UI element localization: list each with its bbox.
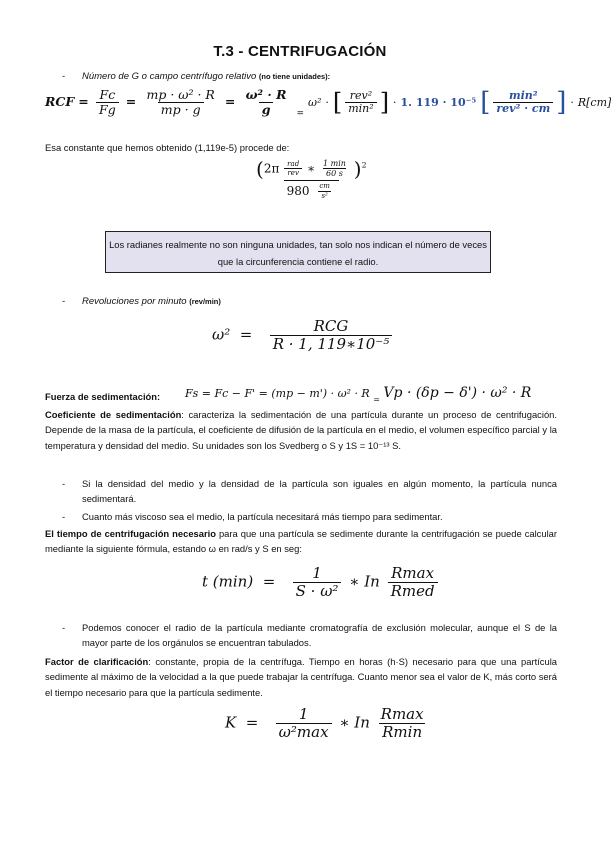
- w2-lhs: ω²: [212, 325, 231, 344]
- radians-note-box: Los radianes realmente no son ninguna unidades, tan solo nos indican el número de veces que la circunferencia contiene el radio.: [105, 231, 491, 273]
- rcf-g: g: [259, 102, 274, 117]
- bullet-density-text: Si la densidad del medio y la densidad de la partícula son iguales en algún momento, la partícula nunca sedimentará.: [82, 478, 557, 505]
- k-lhs: K: [225, 713, 237, 732]
- coef-text: : caracteriza la sedimentación de una partícula durante un proceso de centrifugación. Depende de la masa de la partícula, el coeficiente de difusión de la partícula en el medio, el volumen específico parcial y la temperatura y densidad del medio. Su unidades son los Svedberg o S y 1S = 10⁻¹³ S.: [45, 409, 557, 451]
- rcf-w2r: ω² · R: [245, 87, 287, 102]
- rcf-equation: RCF = $\frac{Fc}{Fg}$ = $\frac{\text{mp · ω² · R}}{mp \cdot g}$ = $\frac{\text{ω² · R}}{g}$ $_=$ ω² · [ $\frac{\text{rev²}}{\text{min²}}$ ] · 1. 119 · 10⁻⁵ [ $\frac{\text{min²}}{\text{rev² · cm}}$ ] · R[cm]: [45, 87, 611, 120]
- bullet-radius-text: Podemos conocer el radio de la partícula mediante cromatografía de exclusión molecular, aunque el S de la mayor parte de los orgánulos se encuentran tabulados.: [82, 622, 557, 649]
- w2-den: R · 1, 119∗10⁻⁵: [270, 335, 393, 353]
- list-item: - Cuanto más viscoso sea el medio, la partícula necesitará más tiempo para sedimentar.: [62, 509, 557, 524]
- time-paragraph: [45, 526, 557, 557]
- time-equation: t (min) = $\frac{1}{\text{S · ω²}}$ ∗ In $\frac{Rmax}{\text{Rmed}}$: [202, 565, 441, 600]
- k-equation: K = $\frac{1}{\text{ω²max}}$ ∗ In $\frac{Rmax}{Rmin}$: [225, 706, 430, 741]
- t-lhs: t (min): [202, 572, 254, 591]
- w2-num: RCG: [313, 317, 349, 335]
- bullet-viscosity-text: Cuanto más viscoso sea el medio, la partícula necesitará más tiempo para sedimentar.: [82, 511, 443, 522]
- rcf-rev2cm: rev² · cm: [493, 102, 553, 116]
- fs-formula: Fs = Fc − F' = (mp − m') · ω² · R: [185, 387, 370, 400]
- t-num: 1: [312, 564, 322, 582]
- rcf-min2b: min²: [508, 88, 538, 102]
- rcf-mp-num: mp · ω² · R: [146, 87, 215, 102]
- k-ln: ∗ In: [339, 713, 370, 732]
- rcf-min2: min²: [345, 102, 376, 116]
- page-title: T.3 - CENTRIFUGACIÓN: [213, 43, 387, 60]
- clar-label: Factor de clarificación: [45, 656, 149, 667]
- fs-equation: [185, 385, 531, 404]
- k-rmax: Rmax: [380, 705, 424, 723]
- t-rmax: Rmax: [391, 564, 435, 582]
- rcf-unit: (no tiene unidades):: [258, 72, 331, 81]
- k-den: ω²max: [276, 723, 332, 741]
- rcf-const: 1. 119 · 10⁻⁵: [400, 96, 477, 110]
- rcf-omega: ω²: [308, 96, 322, 110]
- t-rmed: Rmed: [388, 582, 438, 600]
- list-item: - Podemos conocer el radio de la partícula mediante cromatografía de exclusión molecular, aunque el S de la mayor parte de los orgánulos se encuentran tabulados.: [62, 620, 557, 651]
- constant-fraction: (2π $\frac{\text{rad}}{\text{rev}}$ ∗ $\frac{1 \min}{60 s}$ )$^2$ 980 $\frac{cm}{\text{s²}}$: [256, 157, 367, 200]
- clar-text: : constante, propia de la centrífuga. Tiempo en horas (h·S) necesario para que una partícula sedimente al máximo de la velocidad a la que puede trabajar la centrífuga. Cuanto menor sea el valor de K, más corto será el tiempo necesario para que la partícula sedimente.: [45, 656, 557, 698]
- c-cm: cm: [319, 182, 330, 190]
- rpm-label: Revoluciones por minuto: [82, 296, 187, 307]
- bullet-dash: -: [62, 296, 66, 307]
- fs-vp: Vp · (δp − δ') · ω² · R: [383, 385, 532, 401]
- t-ln: ∗ In: [349, 572, 380, 591]
- coef-label: Coeficiente de sedimentación: [45, 409, 182, 420]
- t-den: S · ω²: [293, 582, 342, 600]
- fs-eq: =: [373, 395, 380, 404]
- rcf-lhs: RCF: [45, 94, 75, 110]
- fs-label: Fuerza de sedimentación:: [45, 391, 161, 402]
- rcf-label: Número de G o campo centrífugo relativo: [82, 71, 257, 82]
- rpm-unit: (rev/min): [189, 297, 221, 306]
- c-rev: rev: [284, 168, 301, 177]
- rcf-eq-small: =: [296, 109, 305, 120]
- k-num: 1: [298, 705, 309, 723]
- rcf-rev2: rev²: [349, 88, 373, 102]
- c-rad: rad: [287, 159, 300, 168]
- rcf-mp-den: mp · g: [158, 102, 204, 117]
- c-60s: 60 s: [323, 168, 346, 178]
- c-two-pi: 2π: [263, 161, 280, 176]
- time-text: para que una partícula se sedimente durante la centrifugación se puede calcular mediante la siguiente fórmula, estando ω en rad/s y S en seg:: [45, 528, 557, 555]
- c-min: min: [330, 158, 346, 168]
- omega-equation: ω² = $\frac{\text{RCG}}{\text{R · 1, 119∗10⁻⁵}}$: [212, 318, 395, 353]
- c-s2: s²: [318, 191, 330, 200]
- c-one: 1: [323, 158, 329, 168]
- bullet-dash: -: [62, 71, 66, 82]
- c-980: 980: [286, 183, 310, 198]
- k-rmin: Rmin: [379, 723, 425, 741]
- clarification-paragraph: [45, 654, 557, 700]
- list-item: - Si la densidad del medio y la densidad de la partícula son iguales en algún momento, la partícula nunca sedimentará.: [62, 476, 557, 507]
- rcf-rcm: R[cm]: [577, 96, 611, 110]
- coef-paragraph: [45, 407, 557, 453]
- rcf-fc: Fc: [99, 87, 116, 102]
- const-origin-text: Esa constante que hemos obtenido (1,119e-5) procede de:: [45, 142, 290, 153]
- time-label: El tiempo de centrifugación necesario: [45, 528, 216, 539]
- rcf-fg: Fg: [96, 102, 119, 117]
